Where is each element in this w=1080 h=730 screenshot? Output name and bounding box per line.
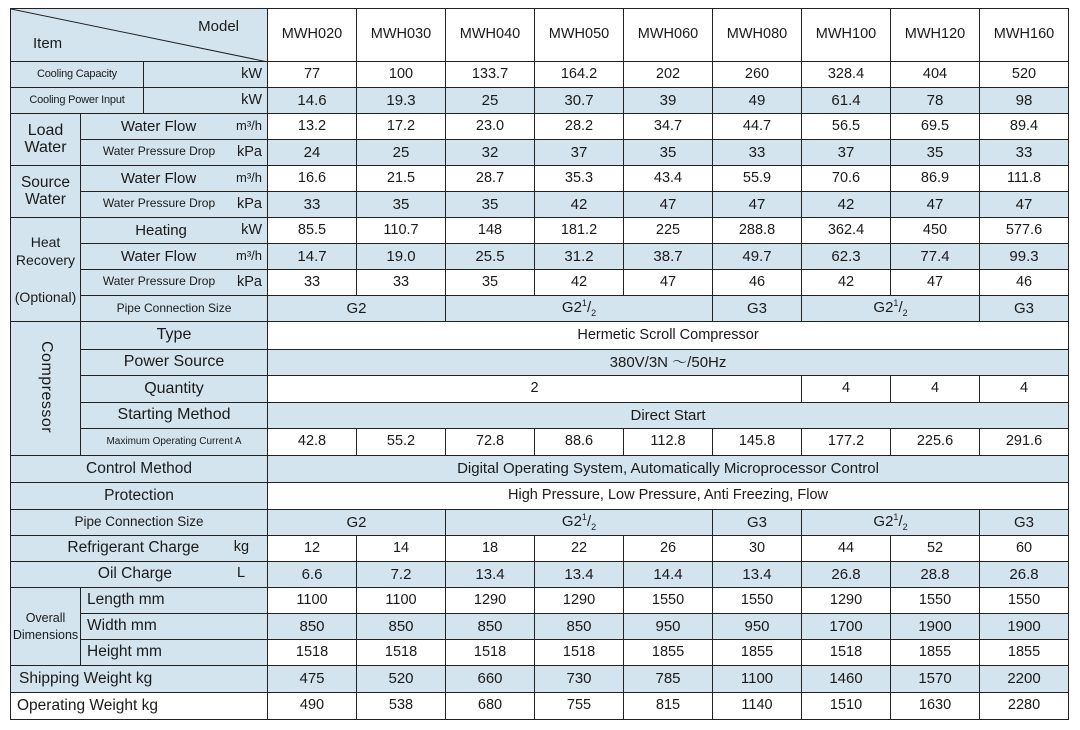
value-cell: 77 <box>268 62 357 88</box>
value-cell: 288.8 <box>713 218 802 244</box>
sub-label-cell <box>81 244 268 270</box>
row-load-water-flow <box>11 114 1069 140</box>
row-refrigerant <box>11 536 1069 562</box>
pipe-size-cell: $G2^1/_2$ <box>802 510 980 536</box>
pipe-size-sup: 1 <box>893 511 899 522</box>
sub-label-cell <box>81 166 268 192</box>
group-label-line: Recovery <box>15 252 76 269</box>
sub-label-cell <box>81 192 268 218</box>
value-cell: 17.2 <box>357 114 446 140</box>
value-cell: 785 <box>624 666 713 693</box>
value-cell: 181.2 <box>535 218 624 244</box>
value-cell: 14 <box>357 536 446 562</box>
model-label: Model <box>198 18 240 35</box>
value-cell: 4 <box>802 376 891 403</box>
pipe-size-sub: 2 <box>591 307 597 318</box>
sub-label: Water Pressure Drop <box>102 195 216 210</box>
value-cell: 490 <box>268 693 357 720</box>
value-cell: 1900 <box>980 614 1069 640</box>
span-value-cell: Digital Operating System, Automatically Microprocessor Control <box>268 456 1069 483</box>
value-cell: 46 <box>713 270 802 296</box>
value-cell: 328.4 <box>802 62 891 88</box>
value-cell: 86.9 <box>891 166 980 192</box>
value-cell: 42 <box>535 270 624 296</box>
value-cell: 1518 <box>446 640 535 666</box>
model-header: MWH080 <box>713 9 802 62</box>
value-cell: 55.2 <box>357 429 446 456</box>
sub-label: Water Pressure Drop <box>102 143 216 158</box>
value-cell: 55.9 <box>713 166 802 192</box>
sub-label-cell: Quantity <box>81 376 268 403</box>
pipe-size-base: G2 <box>561 298 582 316</box>
value-cell: 30.7 <box>535 88 624 114</box>
value-cell: 520 <box>980 62 1069 88</box>
value-cell: 33 <box>357 270 446 296</box>
sub-label-cell <box>81 270 268 296</box>
value-cell: 1550 <box>891 588 980 614</box>
value-cell: 56.5 <box>802 114 891 140</box>
group-label-line: Heat <box>30 234 61 251</box>
value-cell: 111.8 <box>980 166 1069 192</box>
value-cell: 2280 <box>980 693 1069 720</box>
unit-label: kW <box>241 65 263 82</box>
row-label: Protection <box>11 483 268 510</box>
row-source-water-drop <box>11 192 1069 218</box>
value-cell: 450 <box>891 218 980 244</box>
pipe-size-cell: $G2^1/_2$ <box>802 296 980 322</box>
value-cell: 28.2 <box>535 114 624 140</box>
group-label-dimensions <box>11 588 81 666</box>
row-oil-charge <box>11 562 1069 588</box>
span-value-cell: 380V/3N ～/50Hz <box>268 350 1069 376</box>
value-cell: 25 <box>446 88 535 114</box>
sub-label: Heating <box>135 221 187 239</box>
corner-cell <box>11 9 268 62</box>
pipe-size-base: G2 <box>561 512 582 530</box>
value-cell: 1550 <box>980 588 1069 614</box>
sub-label-cell: Length mm <box>81 588 268 614</box>
value-cell: 13.2 <box>268 114 357 140</box>
value-cell: 32 <box>446 140 535 166</box>
value-cell: 660 <box>446 666 535 693</box>
value-cell: 44.7 <box>713 114 802 140</box>
row-protection <box>11 483 1069 510</box>
value-cell: 2200 <box>980 666 1069 693</box>
value-cell: 362.4 <box>802 218 891 244</box>
value-cell: 14.6 <box>268 88 357 114</box>
value-cell: 13.4 <box>446 562 535 588</box>
value-cell: 1140 <box>713 693 802 720</box>
pipe-size-cell: G3 <box>713 296 802 322</box>
value-cell: 1518 <box>268 640 357 666</box>
pipe-size-sub: 2 <box>902 521 908 532</box>
value-cell: 538 <box>357 693 446 720</box>
value-cell: 1855 <box>624 640 713 666</box>
row-control-method <box>11 456 1069 483</box>
unit-label: kPa <box>237 273 263 290</box>
value-cell: 37 <box>802 140 891 166</box>
unit-label: m³/h <box>236 169 263 185</box>
value-cell: 25 <box>357 140 446 166</box>
value-cell: 1518 <box>802 640 891 666</box>
value-cell: 133.7 <box>446 62 535 88</box>
value-cell: 755 <box>535 693 624 720</box>
row-label: Cooling Capacity <box>11 62 144 88</box>
model-header: MWH120 <box>891 9 980 62</box>
value-cell: 49.7 <box>713 244 802 270</box>
pipe-size-base: G2 <box>873 512 894 530</box>
value-cell: 88.6 <box>535 429 624 456</box>
sub-label-cell: Pipe Connection Size <box>81 296 268 322</box>
value-cell: 225 <box>624 218 713 244</box>
value-cell: 12 <box>268 536 357 562</box>
row-load-water-drop <box>11 140 1069 166</box>
value-cell: 1290 <box>535 588 624 614</box>
value-cell: 69.5 <box>891 114 980 140</box>
span-value-cell: High Pressure, Low Pressure, Anti Freezing, Flow <box>268 483 1069 510</box>
spec-table-container <box>10 8 1068 720</box>
span-value-cell: Direct Start <box>268 403 1069 429</box>
row-compressor-current <box>11 429 1069 456</box>
pipe-size-sup: 1 <box>581 297 587 308</box>
value-cell: 47 <box>624 270 713 296</box>
row-heat-recovery-flow <box>11 244 1069 270</box>
value-cell: 26.8 <box>802 562 891 588</box>
value-cell: 60 <box>980 536 1069 562</box>
row-dimension-height <box>11 640 1069 666</box>
unit-label: m³/h <box>236 247 263 263</box>
pipe-size-cell: $G2^1/_2$ <box>446 296 713 322</box>
value-cell: 1630 <box>891 693 980 720</box>
group-label-compressor <box>11 322 81 456</box>
sub-label: Water Pressure Drop <box>102 273 216 288</box>
value-cell: 4 <box>980 376 1069 403</box>
pipe-size-cell: G3 <box>713 510 802 536</box>
value-cell: 100 <box>357 62 446 88</box>
row-label-cell <box>11 562 268 588</box>
value-cell: 1510 <box>802 693 891 720</box>
value-cell: 47 <box>891 192 980 218</box>
group-label-line: (Optional) <box>14 288 77 305</box>
value-cell: 23.0 <box>446 114 535 140</box>
value-cell: 850 <box>535 614 624 640</box>
value-cell: 1100 <box>713 666 802 693</box>
value-cell: 730 <box>535 666 624 693</box>
value-cell: 19.0 <box>357 244 446 270</box>
value-cell: 37 <box>535 140 624 166</box>
unit-label: m³/h <box>236 117 263 133</box>
sub-label-cell: Width mm <box>81 614 268 640</box>
value-cell: 18 <box>446 536 535 562</box>
group-label-line: Source <box>20 174 71 192</box>
sub-label-cell: Type <box>81 322 268 350</box>
value-cell: 42.8 <box>268 429 357 456</box>
row-pipe-connection <box>11 510 1069 536</box>
pipe-size-sup: 1 <box>893 297 899 308</box>
value-cell: 35 <box>891 140 980 166</box>
group-label-line: Water <box>24 138 67 156</box>
value-cell: 225.6 <box>891 429 980 456</box>
sub-label-cell <box>81 114 268 140</box>
value-cell: 70.6 <box>802 166 891 192</box>
value-cell: 38.7 <box>624 244 713 270</box>
value-cell: 1290 <box>446 588 535 614</box>
unit-label: kPa <box>237 195 263 212</box>
row-label: Shipping Weight kg <box>11 666 268 693</box>
value-cell: 47 <box>891 270 980 296</box>
value-cell: 25.5 <box>446 244 535 270</box>
value-cell: 6.6 <box>268 562 357 588</box>
value-cell: 1518 <box>357 640 446 666</box>
pipe-size-cell: G2 <box>268 510 446 536</box>
row-shipping-weight <box>11 666 1069 693</box>
pipe-size-sub: 2 <box>902 307 908 318</box>
model-header: MWH050 <box>535 9 624 62</box>
pipe-size-base: G2 <box>873 298 894 316</box>
value-cell: 1855 <box>980 640 1069 666</box>
value-cell: 28.7 <box>446 166 535 192</box>
value-cell: 850 <box>357 614 446 640</box>
unit-cell <box>144 62 268 88</box>
value-cell: 815 <box>624 693 713 720</box>
value-cell: 1550 <box>624 588 713 614</box>
value-cell: 13.4 <box>535 562 624 588</box>
value-cell: 404 <box>891 62 980 88</box>
value-cell: 1900 <box>891 614 980 640</box>
value-cell: 30 <box>713 536 802 562</box>
row-label: Cooling Power Input <box>11 88 144 114</box>
value-cell: 475 <box>268 666 357 693</box>
pipe-size-cell: G3 <box>980 296 1069 322</box>
value-cell: 33 <box>713 140 802 166</box>
pipe-size-cell: G2 <box>268 296 446 322</box>
value-cell: 1700 <box>802 614 891 640</box>
value-cell: 1100 <box>268 588 357 614</box>
row-compressor-starting <box>11 403 1069 429</box>
value-cell: 39 <box>624 88 713 114</box>
value-cell: 35.3 <box>535 166 624 192</box>
value-cell: 14.7 <box>268 244 357 270</box>
value-cell: 35 <box>446 192 535 218</box>
value-cell: 1290 <box>802 588 891 614</box>
value-cell: 148 <box>446 218 535 244</box>
value-cell: 62.3 <box>802 244 891 270</box>
row-label: Oil Charge <box>97 565 173 583</box>
row-dimension-width <box>11 614 1069 640</box>
value-cell: 950 <box>713 614 802 640</box>
value-cell: 1570 <box>891 666 980 693</box>
sub-label: Water Flow <box>120 247 197 265</box>
value-cell: 61.4 <box>802 88 891 114</box>
value-cell: 42 <box>535 192 624 218</box>
value-cell: 35 <box>446 270 535 296</box>
unit-label: kW <box>241 91 263 108</box>
value-cell: 35 <box>357 192 446 218</box>
value-cell: 35 <box>624 140 713 166</box>
value-cell: 47 <box>980 192 1069 218</box>
model-header: MWH020 <box>268 9 357 62</box>
group-label-line: Overall <box>25 611 66 626</box>
header-row <box>11 9 1069 62</box>
row-heat-recovery-heating <box>11 218 1069 244</box>
value-cell: 26 <box>624 536 713 562</box>
row-dimension-length <box>11 588 1069 614</box>
value-cell: 950 <box>624 614 713 640</box>
sub-label-cell: Power Source <box>81 350 268 376</box>
value-cell: 7.2 <box>357 562 446 588</box>
model-header: MWH100 <box>802 9 891 62</box>
pipe-size-sub: 2 <box>591 521 597 532</box>
value-cell: 16.6 <box>268 166 357 192</box>
value-cell: 47 <box>713 192 802 218</box>
row-label: Control Method <box>11 456 268 483</box>
value-cell: 177.2 <box>802 429 891 456</box>
model-header: MWH160 <box>980 9 1069 62</box>
value-cell: 99.3 <box>980 244 1069 270</box>
value-cell: 13.4 <box>713 562 802 588</box>
value-cell: 850 <box>446 614 535 640</box>
value-cell: 44 <box>802 536 891 562</box>
value-cell: 1550 <box>713 588 802 614</box>
sub-label-cell: Starting Method <box>81 403 268 429</box>
value-cell: 1518 <box>535 640 624 666</box>
value-cell: 31.2 <box>535 244 624 270</box>
value-cell: 850 <box>268 614 357 640</box>
row-compressor-type <box>11 322 1069 350</box>
row-operating-weight <box>11 693 1069 720</box>
value-cell: 145.8 <box>713 429 802 456</box>
value-cell: 34.7 <box>624 114 713 140</box>
value-cell: 164.2 <box>535 62 624 88</box>
value-cell: 1855 <box>713 640 802 666</box>
value-cell: 110.7 <box>357 218 446 244</box>
spec-table <box>10 8 1069 720</box>
model-header: MWH060 <box>624 9 713 62</box>
row-source-water-flow <box>11 166 1069 192</box>
value-cell: 291.6 <box>980 429 1069 456</box>
row-cooling-capacity <box>11 62 1069 88</box>
value-cell: 1855 <box>891 640 980 666</box>
model-header: MWH030 <box>357 9 446 62</box>
value-cell: 42 <box>802 270 891 296</box>
value-cell: 19.3 <box>357 88 446 114</box>
sub-label-cell: Height mm <box>81 640 268 666</box>
value-cell: 1460 <box>802 666 891 693</box>
pipe-size-cell: $G2^1/_2$ <box>446 510 713 536</box>
value-cell: 22 <box>535 536 624 562</box>
span-value-cell: Hermetic Scroll Compressor <box>268 322 1069 350</box>
value-cell: 680 <box>446 693 535 720</box>
row-cooling-power <box>11 88 1069 114</box>
group-label-line: Compressor <box>37 340 55 433</box>
unit-cell <box>144 88 268 114</box>
value-cell: 520 <box>357 666 446 693</box>
model-header: MWH040 <box>446 9 535 62</box>
value-cell: 77.4 <box>891 244 980 270</box>
row-label: Pipe Connection Size <box>11 510 268 536</box>
value-cell: 202 <box>624 62 713 88</box>
value-cell: 4 <box>891 376 980 403</box>
sub-label: Water Flow <box>120 169 197 187</box>
value-cell: 89.4 <box>980 114 1069 140</box>
row-heat-recovery-drop <box>11 270 1069 296</box>
item-label: Item <box>33 35 63 53</box>
sub-label-cell <box>81 218 268 244</box>
value-cell: 26.8 <box>980 562 1069 588</box>
row-label: Refrigerant Charge <box>67 539 200 557</box>
pipe-size-cell: G3 <box>980 510 1069 536</box>
value-cell: 49 <box>713 88 802 114</box>
value-cell: 33 <box>980 140 1069 166</box>
value-cell: 260 <box>713 62 802 88</box>
value-cell: 46 <box>980 270 1069 296</box>
value-cell: 98 <box>980 88 1069 114</box>
value-cell: 47 <box>624 192 713 218</box>
value-cell: 14.4 <box>624 562 713 588</box>
span-value-cell: 2 <box>268 376 802 403</box>
group-label-line: Load <box>27 121 64 139</box>
group-label-load-water <box>11 114 81 166</box>
value-cell: 52 <box>891 536 980 562</box>
unit-label: kPa <box>237 143 263 160</box>
value-cell: 43.4 <box>624 166 713 192</box>
sub-label-cell <box>81 140 268 166</box>
value-cell: 28.8 <box>891 562 980 588</box>
sub-label-cell: Maximum Operating Current A <box>81 429 268 456</box>
unit-label: L <box>236 565 246 582</box>
unit-label: kW <box>241 221 263 238</box>
group-label-source-water <box>11 166 81 218</box>
row-compressor-quantity <box>11 376 1069 403</box>
sub-label: Water Flow <box>120 117 197 135</box>
group-label-line: Water <box>25 190 66 208</box>
value-cell: 78 <box>891 88 980 114</box>
value-cell: 1100 <box>357 588 446 614</box>
unit-label: kg <box>233 539 250 556</box>
value-cell: 42 <box>802 192 891 218</box>
value-cell: 21.5 <box>357 166 446 192</box>
row-heat-recovery-pipe <box>11 296 1069 322</box>
value-cell: 577.6 <box>980 218 1069 244</box>
row-compressor-power <box>11 350 1069 376</box>
pipe-size-sup: 1 <box>581 511 587 522</box>
value-cell: 72.8 <box>446 429 535 456</box>
value-cell: 112.8 <box>624 429 713 456</box>
value-cell: 24 <box>268 140 357 166</box>
row-label: Operating Weight kg <box>11 693 268 720</box>
value-cell: 85.5 <box>268 218 357 244</box>
group-label-heat-recovery <box>11 218 81 322</box>
value-cell: 33 <box>268 270 357 296</box>
row-label-cell <box>11 536 268 562</box>
group-label-line: Dimensions <box>12 627 79 642</box>
value-cell: 33 <box>268 192 357 218</box>
